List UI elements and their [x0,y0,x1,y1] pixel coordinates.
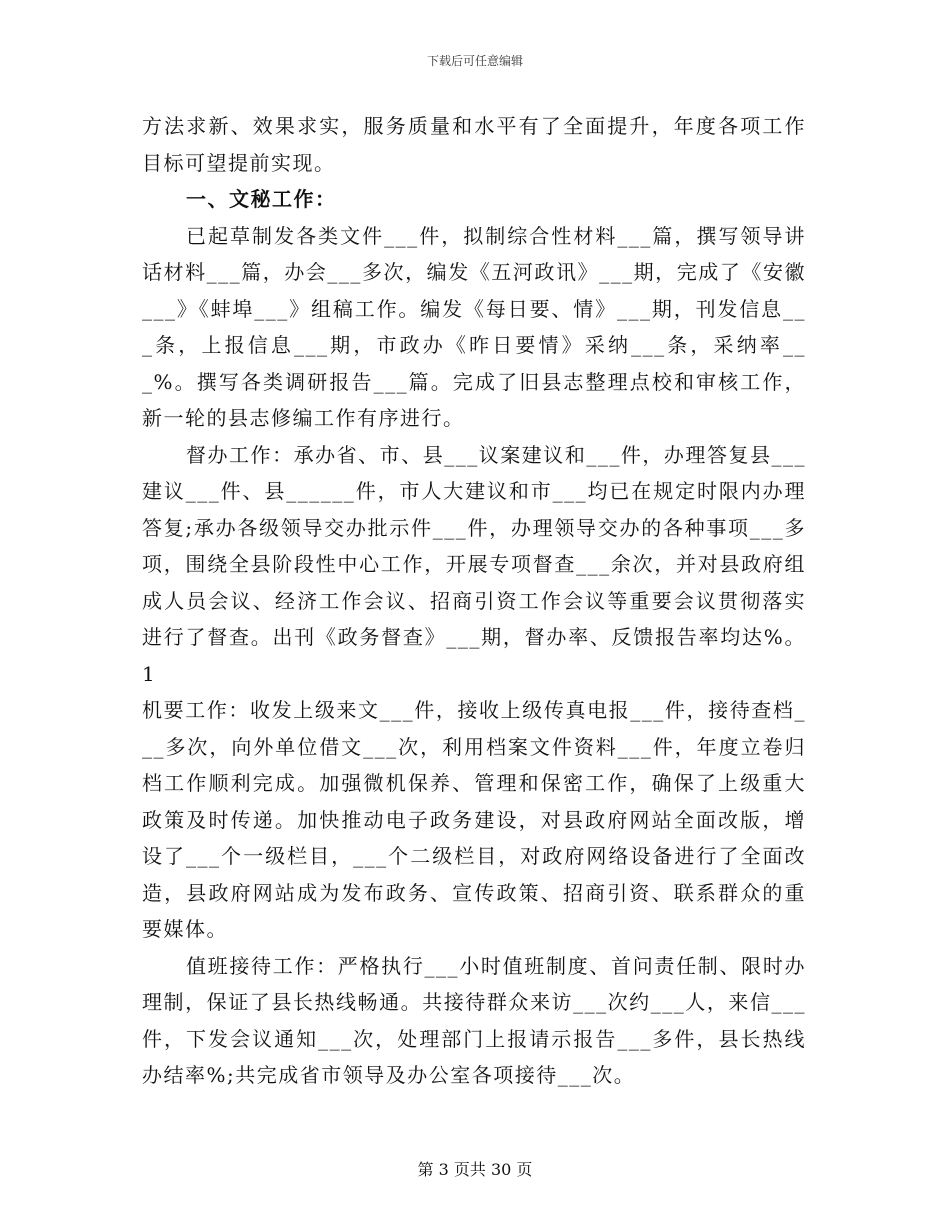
page-footer: 第 3 页共 30 页 [417,1160,533,1179]
paragraph-secretarial-work: 已起草制发各类文件___件，拟制综合性材料___篇，撰写领导讲话材料___篇，办会___多次，编发《五河政讯》___期，完成了《安徽___》《蚌埠___》组稿工作。编发《每日要、情》___期，刊发信息___条，上报信息___期，市政办《昨日要情》采纳___条，采纳率___%。撰写各类调研报告___篇。完成了旧县志整理点校和审核工作，新一轮的县志修编工作有序进行。 [142,223,806,430]
section-heading-secretarial: 一、文秘工作： [186,187,337,211]
paragraph-confidential-work: 机要工作：收发上级来文___件，接收上级传真电报___件，接待查档___多次，向外单位借文___次，利用档案文件资料___件，年度立卷归档工作顺利完成。加强微机保养、管理和保密工作，确保了上级重大政策及时传递。加快推动电子政务建设，对县政府网站全面改版，增设了___个一级栏目，___个二级栏目，对政府网络设备进行了全面改造，县政府网站成为发布政务、宣传政策、招商引资、联系群众的重要媒体。 [142,698,806,941]
paragraph-duty-reception-work: 值班接待工作：严格执行___小时值班制度、首问责任制、限时办理制，保证了县长热线畅通。共接待群众来访___次约___人，来信___件，下发会议通知___次，处理部门上报请示报告___多件，县长热线办结率%;共完成省市领导及办公室各项接待___次。 [142,953,806,1087]
page-header: 下载后可任意编辑 [426,54,523,68]
document-body [142,108,806,1094]
paragraph-supervision-work: 督办工作：承办省、市、县___议案建议和___件，办理答复县___建议___件、县______件，市人大建议和市___均已在规定时限内办理答复;承办各级领导交办批示件___件，办理领导交办的各种事项___多项，围绕全县阶段性中心工作，开展专项督查___余次，并对县政府组成人员会议、经济工作会议、招商引资工作会议等重要会议贯彻落实进行了督查。出刊《政务督查》___期，督办率、反馈报告率均达%。1 [142,442,806,686]
paragraph-intro-continuation: 方法求新、效果求实，服务质量和水平有了全面提升，年度各项工作目标可望提前实现。 [142,114,806,175]
